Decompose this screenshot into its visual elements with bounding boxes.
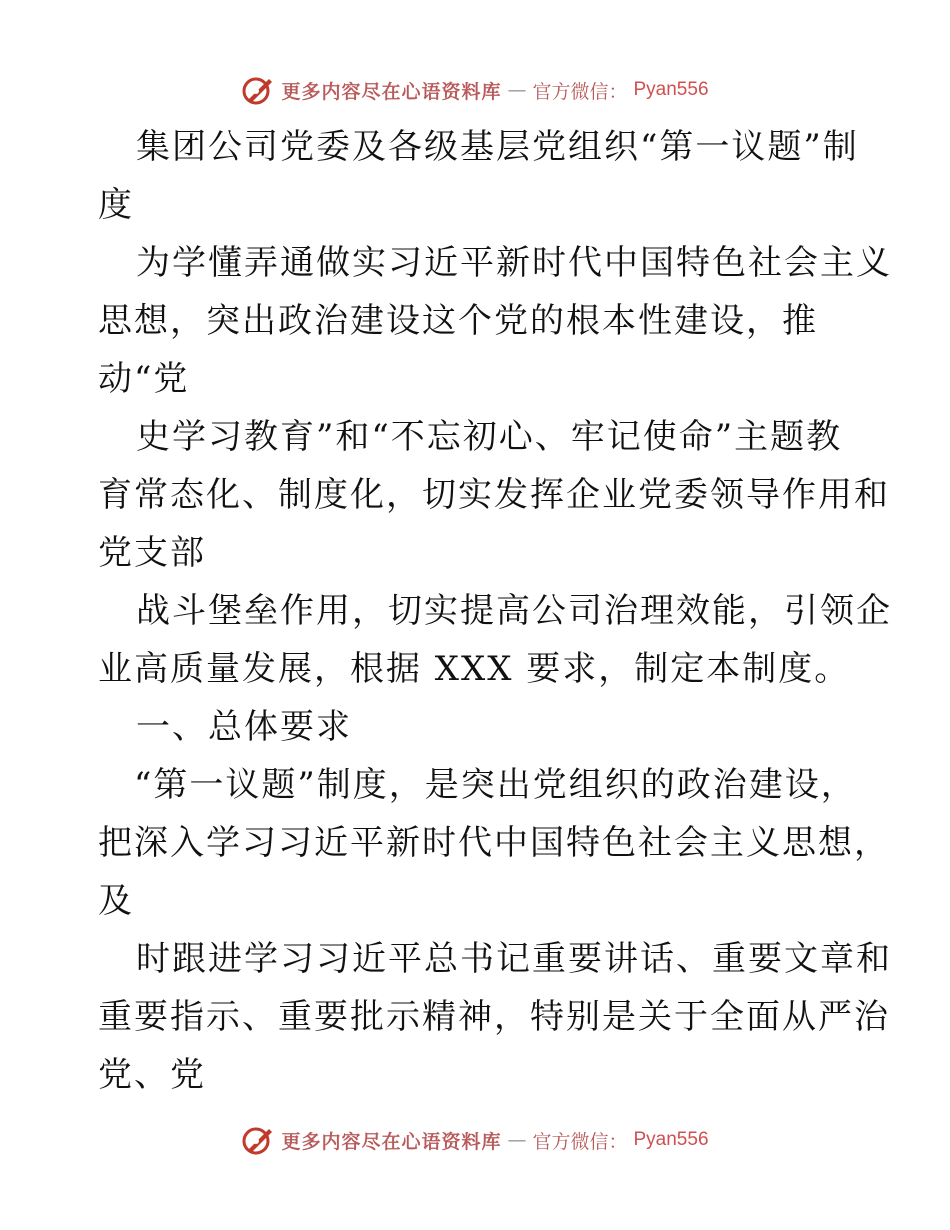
paragraph-line: “第一议题”制度，是突出党组织的政治建设， — [134, 765, 857, 805]
banner-separator: — — [507, 79, 527, 101]
paragraph-line: 育常态化、制度化，切实发挥企业党委领导作用和 — [98, 475, 890, 515]
paragraph-line: 战斗堡垒作用，切实提高公司治理效能，引领企 — [136, 591, 892, 631]
banner-text: 更多内容尽在心语资料库 — [281, 80, 502, 103]
paragraph-line: 重要指示、重要批示精神，特别是关于全面从严治 — [98, 997, 890, 1037]
paragraph-line: 动“党 — [98, 359, 190, 399]
footer-banner — [0, 1120, 950, 1160]
paragraph-line: 为学懂弄通做实习近平新时代中国特色社会主义 — [136, 243, 892, 283]
paragraph-line: 业高质量发展，根据 XXX 要求，制定本制度。 — [98, 649, 851, 689]
banner-text: 更多内容尽在心语资料库 — [281, 1130, 502, 1153]
doc-title-line-cont: 度 — [98, 185, 134, 225]
paragraph-line: 时跟进学习习近平总书记重要讲话、重要文章和 — [136, 939, 892, 979]
paragraph-line: 及 — [98, 881, 134, 921]
paragraph-line: 党支部 — [98, 533, 206, 573]
section-heading: 一、总体要求 — [136, 707, 352, 747]
banner-wechat-label: 官方微信： — [532, 80, 628, 103]
banner-wechat-id: Pyan556 — [633, 79, 709, 100]
pen-logo-icon — [241, 1123, 275, 1157]
banner-separator: — — [507, 1129, 527, 1151]
paragraph-line: 思想，突出政治建设这个党的根本性建设，推 — [98, 301, 818, 341]
banner-wechat-label: 官方微信： — [532, 1130, 628, 1153]
banner-wechat-id: Pyan556 — [633, 1129, 709, 1150]
pen-logo-icon — [241, 73, 275, 107]
paragraph-line: 把深入学习习近平新时代中国特色社会主义思想， — [98, 823, 890, 863]
paragraph-line: 史学习教育”和“不忘初心、牢记使命”主题教 — [136, 417, 843, 457]
document-body — [98, 118, 892, 1104]
doc-title-line: 集团公司党委及各级基层党组织“第一议题”制 — [136, 127, 859, 167]
paragraph-line: 党、党 — [98, 1055, 206, 1095]
header-banner — [0, 70, 950, 110]
